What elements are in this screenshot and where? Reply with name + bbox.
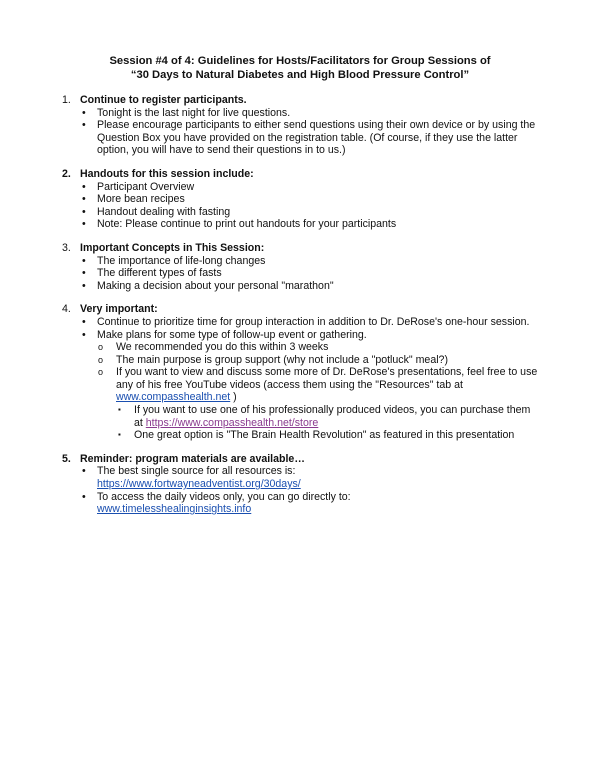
circle-bullet-icon: o: [98, 354, 104, 365]
section-number: 3.: [62, 241, 71, 254]
bullet-icon: •: [82, 205, 86, 218]
bullet-icon: •: [82, 490, 86, 503]
page-title: [0, 55, 600, 82]
circle-bullet-icon: o: [98, 367, 104, 378]
list-item: • Make plans for some type of follow-up event or gathering. o We recommended you do this within 3 weeks o The main purpose is group support (why not include a "potluck" meal?) o If you want to view and discuss some more of Dr. DeRose's presentations, feel free to use any of his free YouTube videos (access them using the "Resources" tab at www.compasshealth.net ) ▪ If you want to use one of his professionally produced videos, you can purchase them at https://www.compasshealth.net/store ▪ One great option is "The Brain Health Revolution" as featured in this presentation: [80, 329, 540, 442]
bullet-list: [80, 465, 540, 515]
list-item: • The different types of fasts: [82, 267, 222, 280]
bullet-icon: •: [82, 180, 86, 193]
circle-bullet-icon: o: [98, 342, 104, 353]
list-item: • Tonight is the last night for live questions.: [82, 106, 291, 119]
bullet-list: [80, 181, 540, 231]
list-item: • The best single source for all resources is: https://www.fortwayneadventist.org/30days/: [82, 465, 301, 491]
title-line-2: “30 Days to Natural Diabetes and High Blood Pressure Control”: [130, 68, 470, 81]
sub-sub-list: [116, 404, 540, 442]
bullet-icon: •: [82, 193, 86, 206]
list-item: • Please encourage participants to either send questions using their own device or by using the Question Box you have provided on the registration table. (Of course, if they use the latter option, you will have to send their questions in to us.): [82, 119, 536, 157]
section-number: 4.: [62, 303, 71, 316]
section-4: [0, 303, 600, 442]
section-title: Continue to register participants.: [80, 94, 247, 106]
sub-sub-list-item: ▪ If you want to use one of his professionally produced videos, you can purchase them at https://www.compasshealth.net/store: [118, 404, 531, 429]
section-title: Important Concepts in This Session:: [80, 241, 265, 254]
compasshealth-store-link[interactable]: https://www.compasshealth.net/store: [145, 416, 319, 429]
list-item: • Handout dealing with fasting: [82, 205, 231, 218]
compasshealth-link[interactable]: www.compasshealth.net: [116, 391, 231, 404]
title-line-1: Session #4 of 4: Guidelines for Hosts/Facilitators for Group Sessions of: [109, 55, 491, 67]
list-item: • The importance of life-long changes: [82, 254, 266, 267]
section-number: 1.: [62, 94, 71, 106]
bullet-list: [80, 316, 540, 442]
bullet-icon: •: [82, 279, 86, 292]
bullet-icon: •: [82, 465, 86, 478]
bullet-list: [80, 107, 540, 157]
sub-list-item: o If you want to view and discuss some more of Dr. DeRose's presentations, feel free to use any of his free YouTube videos (access them using the "Resources" tab at www.compasshealth.net ) ▪ If you want to use one of his professionally produced videos, you can purchase them at https://www.compasshealth.net/store ▪ One great option is "The Brain Health Revolution" as featured in this presentation: [97, 366, 540, 442]
sub-list-item: o We recommended you do this within 3 weeks: [98, 341, 329, 354]
sub-list: [97, 341, 540, 442]
list-item: • To access the daily videos only, you can go directly to: www.timelesshealinginsights.info: [82, 490, 351, 516]
bullet-icon: •: [82, 315, 86, 328]
sections-list: [0, 94, 600, 527]
square-bullet-icon: ▪: [118, 430, 121, 440]
section-title: Handouts for this session include:: [80, 167, 254, 180]
sub-list-item: o The main purpose is group support (why not include a "potluck" meal?): [98, 353, 448, 366]
section-title: Reminder: program materials are available…: [80, 452, 305, 465]
square-bullet-icon: ▪: [118, 405, 121, 415]
bullet-icon: •: [82, 267, 86, 280]
section-number: 2.: [62, 167, 71, 180]
bullet-icon: •: [82, 218, 86, 231]
section-1: [0, 94, 600, 157]
list-item: • Note: Please continue to print out handouts for your participants: [82, 218, 397, 231]
section-title: Very important:: [80, 303, 158, 316]
list-item: • Participant Overview: [82, 180, 195, 193]
bullet-icon: •: [82, 254, 86, 267]
section-5: [0, 453, 600, 516]
bullet-icon: •: [82, 119, 86, 132]
bullet-icon: •: [82, 328, 86, 341]
list-item: • Continue to prioritize time for group interaction in addition to Dr. DeRose's one-hour session.: [82, 315, 530, 328]
list-item: • Making a decision about your personal "marathon": [82, 279, 334, 292]
sub-sub-list-item: ▪ One great option is "The Brain Health Revolution" as featured in this presentation: [118, 429, 515, 442]
section-3: [0, 242, 600, 292]
section-2: [0, 168, 600, 231]
bullet-list: [80, 255, 540, 293]
section-number: 5.: [62, 452, 71, 465]
timelesshealing-link[interactable]: www.timelesshealinginsights.info: [97, 503, 252, 516]
fortwayne-link[interactable]: https://www.fortwayneadventist.org/30days/: [97, 478, 301, 491]
list-item: • More bean recipes: [82, 193, 185, 206]
bullet-icon: •: [82, 106, 86, 119]
